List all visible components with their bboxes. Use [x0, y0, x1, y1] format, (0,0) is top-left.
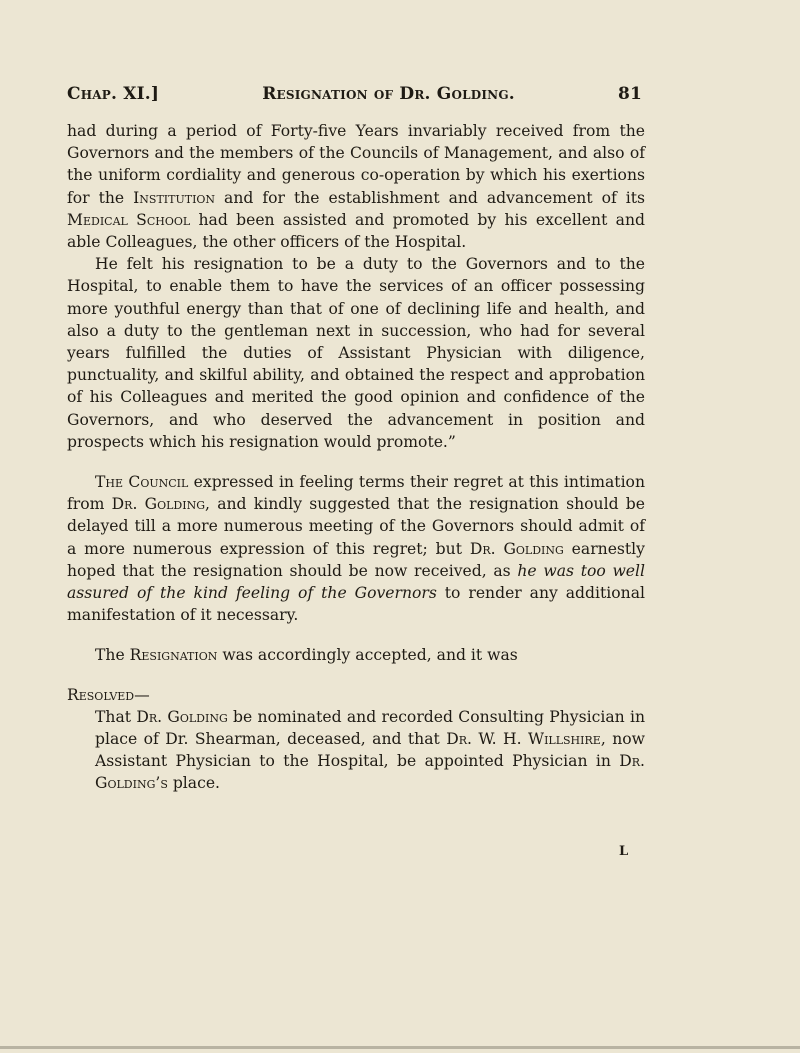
running-header	[67, 84, 642, 104]
text-run: , now Assistant Physician to the Hospital, be appointed Physician in	[95, 730, 645, 771]
small-caps-run: Institution	[133, 188, 216, 207]
paragraph-4	[67, 644, 645, 666]
paragraph-3	[67, 471, 645, 626]
text-run: and for the establishment and advancement of its	[215, 188, 645, 207]
page-edge-divider	[0, 1046, 800, 1049]
running-title: Resignation of Dr. Golding.	[262, 84, 515, 104]
small-caps-run: Dr. Golding’s	[95, 752, 645, 793]
paragraph-1	[67, 120, 645, 253]
text-run: place.	[167, 774, 221, 793]
text-run: to render any additional manifestation of it necessary.	[67, 584, 645, 625]
text-run: earnestly hoped that the resignation should be now received, as	[67, 539, 645, 580]
text-run: expressed in feeling terms their regret at this intimation from	[67, 473, 645, 514]
paragraph-2: He felt his resignation to be a duty to the Governors and to the Hospital, to enable them to have the services of an officer possessing more youthful energy than that of one of declining life and health, and also a duty to the gentleman next in succession, who had for several years fulfilled the duties of Assistant Physician with diligence, punctuality, and skilful ability, and obtained the respect and approbation of his Colleagues and merited the good opinion and confidence of the Governors, and who deserved the advancement in position and prospects which his resignation would promote.”	[67, 255, 645, 451]
small-caps-run: The Council	[95, 473, 189, 492]
signature-mark: L	[619, 844, 629, 859]
small-caps-run: Dr. W. H. Willshire	[446, 730, 601, 749]
chapter-label: Chap. XI.]	[67, 84, 160, 104]
small-caps-run: Dr. Golding	[111, 495, 206, 514]
resolved-heading: Resolved—	[67, 685, 150, 704]
text-run: had during a period of Forty-five Years invariably received from the Governors and the members of the Councils of Management, and also of the uniform cordiality and generous co-operation by which his exertions for the	[67, 122, 645, 207]
page-number: 81	[617, 84, 642, 104]
small-caps-run: Dr. Golding	[136, 707, 228, 726]
body-text	[67, 120, 645, 795]
text-run: was accordingly accepted, and it was	[217, 646, 518, 665]
small-caps-run: Medical School	[67, 210, 191, 229]
text-run: The	[95, 646, 130, 665]
text-run: be nominated and recorded Consulting Physician in place of Dr. Shearman, deceased, and that	[95, 707, 645, 749]
text-run: , and kindly suggested that the resignation should be delayed till a more numerous meeting of the Governors should admit of a more numerous expression of this regret; but	[67, 495, 646, 558]
text-run: had been assisted and promoted by his excellent and able Colleagues, the other officers of the Hospital.	[67, 210, 645, 252]
italic-run: he was too well assured of the kind feeling of the Governors	[67, 561, 645, 603]
small-caps-run: Dr. Golding	[469, 539, 564, 558]
text-run: That	[95, 707, 137, 726]
small-caps-run: Resignation	[129, 646, 218, 665]
paragraph-5	[67, 706, 645, 795]
